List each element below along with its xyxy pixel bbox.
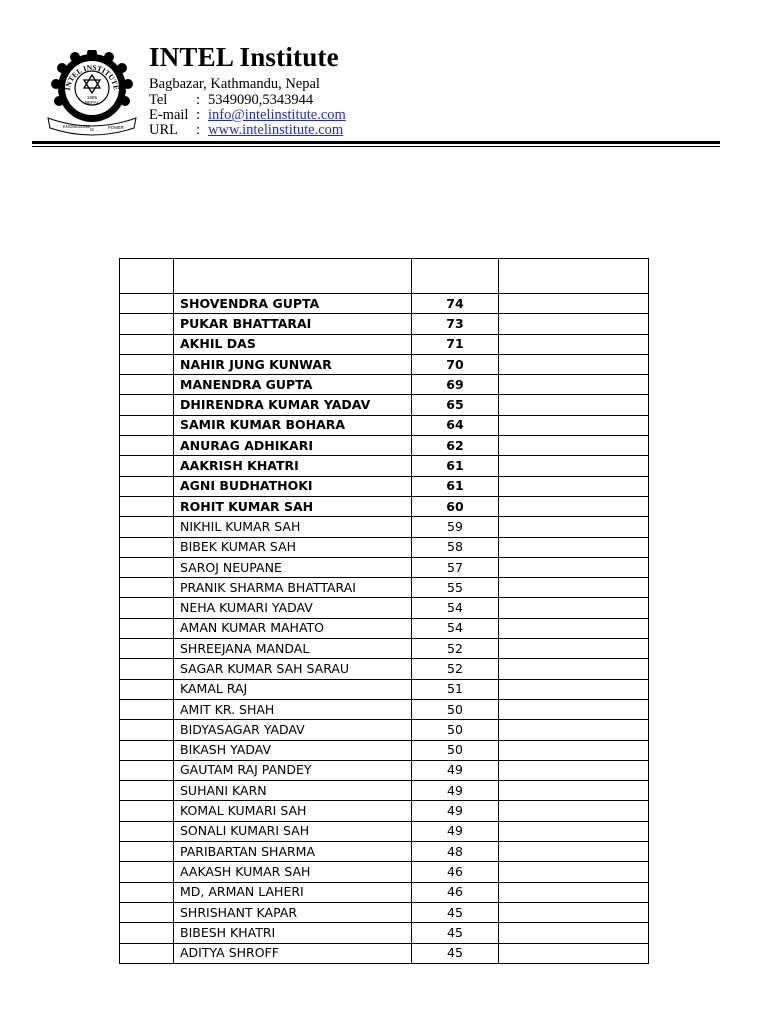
marks-cell: 70 xyxy=(412,354,499,374)
marks-cell: 51 xyxy=(412,679,499,699)
remarks-cell xyxy=(499,639,649,659)
email-link[interactable]: info@intelinstitute.com xyxy=(208,107,346,123)
marks-cell: 59 xyxy=(412,517,499,537)
logo-motto-knowledge: KNOWLEDGE xyxy=(63,124,91,129)
table-row xyxy=(120,882,649,902)
student-name-cell: ANURAG ADHIKARI xyxy=(174,436,412,456)
remarks-cell xyxy=(499,395,649,415)
marks-cell: 54 xyxy=(412,618,499,638)
student-name-cell: AMIT KR. SHAH xyxy=(174,699,412,719)
remarks-cell xyxy=(499,740,649,760)
table-row xyxy=(120,557,649,577)
student-name-cell: NEHA KUMARI YADAV xyxy=(174,598,412,618)
remarks-cell xyxy=(499,882,649,902)
student-name-cell: MANENDRA GUPTA xyxy=(174,375,412,395)
header-rule-thick xyxy=(32,141,720,144)
serial-cell xyxy=(120,557,174,577)
institute-name: INTEL Institute xyxy=(149,42,339,72)
marks-cell: 50 xyxy=(412,720,499,740)
remarks-cell xyxy=(499,679,649,699)
student-name-cell: DHIRENDRA KUMAR YADAV xyxy=(174,395,412,415)
remarks-cell xyxy=(499,618,649,638)
serial-cell xyxy=(120,781,174,801)
remarks-cell xyxy=(499,598,649,618)
header-cell xyxy=(120,259,174,294)
student-name-cell: AAKASH KUMAR SAH xyxy=(174,862,412,882)
marks-cell: 52 xyxy=(412,639,499,659)
marks-cell: 46 xyxy=(412,882,499,902)
table-row xyxy=(120,517,649,537)
table-row xyxy=(120,436,649,456)
website-link[interactable]: www.intelinstitute.com xyxy=(208,122,344,138)
table-row xyxy=(120,476,649,496)
table-row xyxy=(120,395,649,415)
table-row xyxy=(120,781,649,801)
table-row xyxy=(120,314,649,334)
table-row xyxy=(120,862,649,882)
table-row xyxy=(120,496,649,516)
logo-country: NEPAL xyxy=(84,100,100,105)
student-name-cell: NAHIR JUNG KUNWAR xyxy=(174,354,412,374)
marks-cell: 64 xyxy=(412,415,499,435)
table-row xyxy=(120,842,649,862)
serial-cell xyxy=(120,720,174,740)
marks-cell: 46 xyxy=(412,862,499,882)
remarks-cell xyxy=(499,943,649,963)
student-name-cell: NIKHIL KUMAR SAH xyxy=(174,517,412,537)
remarks-cell xyxy=(499,294,649,314)
serial-cell xyxy=(120,354,174,374)
marks-cell: 45 xyxy=(412,923,499,943)
serial-cell xyxy=(120,537,174,557)
logo-motto-power: POWER xyxy=(108,125,124,130)
table-row xyxy=(120,801,649,821)
table-row xyxy=(120,679,649,699)
table-row xyxy=(120,334,649,354)
marks-cell: 55 xyxy=(412,578,499,598)
table-row xyxy=(120,598,649,618)
table-row xyxy=(120,294,649,314)
remarks-cell xyxy=(499,537,649,557)
student-name-cell: AMAN KUMAR MAHATO xyxy=(174,618,412,638)
marks-cell: 71 xyxy=(412,334,499,354)
student-name-cell: AAKRISH KHATRI xyxy=(174,456,412,476)
marks-cell: 61 xyxy=(412,476,499,496)
institute-logo xyxy=(46,50,138,136)
table-header-row xyxy=(120,259,649,294)
email-line: E-mail : info@intelinstitute.com xyxy=(149,107,346,123)
remarks-cell xyxy=(499,456,649,476)
student-name-cell: SUHANI KARN xyxy=(174,781,412,801)
serial-cell xyxy=(120,923,174,943)
remarks-cell xyxy=(499,496,649,516)
student-name-cell: GAUTAM RAJ PANDEY xyxy=(174,760,412,780)
student-name-cell: BIBEK KUMAR SAH xyxy=(174,537,412,557)
letterhead xyxy=(0,0,768,150)
student-name-cell: SHREEJANA MANDAL xyxy=(174,639,412,659)
marks-cell: 49 xyxy=(412,801,499,821)
marks-cell: 49 xyxy=(412,821,499,841)
serial-cell xyxy=(120,943,174,963)
serial-cell xyxy=(120,842,174,862)
tel-line: Tel : 5349090,5343944 xyxy=(149,92,314,108)
marks-cell: 61 xyxy=(412,456,499,476)
marks-cell: 54 xyxy=(412,598,499,618)
remarks-cell xyxy=(499,517,649,537)
marks-cell: 50 xyxy=(412,699,499,719)
marks-cell: 52 xyxy=(412,659,499,679)
serial-cell xyxy=(120,659,174,679)
table-row xyxy=(120,821,649,841)
marks-cell: 45 xyxy=(412,902,499,922)
remarks-cell xyxy=(499,781,649,801)
serial-cell xyxy=(120,862,174,882)
remarks-cell xyxy=(499,314,649,334)
remarks-cell xyxy=(499,415,649,435)
table-row xyxy=(120,740,649,760)
marks-cell: 45 xyxy=(412,943,499,963)
serial-cell xyxy=(120,334,174,354)
table-row xyxy=(120,639,649,659)
serial-cell xyxy=(120,517,174,537)
logo-year: 1995 xyxy=(86,95,98,100)
serial-cell xyxy=(120,902,174,922)
logo-ring-text: INTEL INSTITUTE xyxy=(63,62,121,91)
serial-cell xyxy=(120,578,174,598)
remarks-cell xyxy=(499,436,649,456)
tel-label: Tel xyxy=(149,92,168,108)
remarks-cell xyxy=(499,821,649,841)
serial-cell xyxy=(120,598,174,618)
marks-cell: 69 xyxy=(412,375,499,395)
header-rule-thin xyxy=(32,146,720,147)
student-name-cell: BIBESH KHATRI xyxy=(174,923,412,943)
remarks-cell xyxy=(499,659,649,679)
remarks-cell xyxy=(499,902,649,922)
student-name-cell: PARIBARTAN SHARMA xyxy=(174,842,412,862)
marks-cell: 49 xyxy=(412,760,499,780)
remarks-cell xyxy=(499,578,649,598)
remarks-cell xyxy=(499,720,649,740)
marks-cell: 58 xyxy=(412,537,499,557)
serial-cell xyxy=(120,760,174,780)
table-row xyxy=(120,578,649,598)
serial-cell xyxy=(120,699,174,719)
student-name-cell: SAROJ NEUPANE xyxy=(174,557,412,577)
serial-cell xyxy=(120,801,174,821)
serial-cell xyxy=(120,436,174,456)
table-row xyxy=(120,659,649,679)
header-cell xyxy=(412,259,499,294)
serial-cell xyxy=(120,618,174,638)
marks-cell: 62 xyxy=(412,436,499,456)
table-row xyxy=(120,699,649,719)
serial-cell xyxy=(120,375,174,395)
student-name-cell: ROHIT KUMAR SAH xyxy=(174,496,412,516)
table-row xyxy=(120,618,649,638)
serial-cell xyxy=(120,314,174,334)
tel-value: 5349090,5343944 xyxy=(208,92,314,108)
url-line: URL : www.intelinstitute.com xyxy=(149,122,344,138)
student-name-cell: PRANIK SHARMA BHATTARAI xyxy=(174,578,412,598)
table-row xyxy=(120,943,649,963)
student-name-cell: MD, ARMAN LAHERI xyxy=(174,882,412,902)
marks-cell: 57 xyxy=(412,557,499,577)
remarks-cell xyxy=(499,476,649,496)
student-name-cell: SONALI KUMARI SAH xyxy=(174,821,412,841)
marks-cell: 65 xyxy=(412,395,499,415)
table-row xyxy=(120,537,649,557)
address: Bagbazar, Kathmandu, Nepal xyxy=(149,76,320,92)
serial-cell xyxy=(120,415,174,435)
serial-cell xyxy=(120,679,174,699)
marks-cell: 73 xyxy=(412,314,499,334)
remarks-cell xyxy=(499,354,649,374)
logo-seal xyxy=(48,50,136,135)
remarks-cell xyxy=(499,842,649,862)
student-name-cell: KAMAL RAJ xyxy=(174,679,412,699)
serial-cell xyxy=(120,294,174,314)
header-cell xyxy=(174,259,412,294)
url-label: URL xyxy=(149,122,178,138)
student-name-cell: SAGAR KUMAR SAH SARAU xyxy=(174,659,412,679)
student-name-cell: SHOVENDRA GUPTA xyxy=(174,294,412,314)
remarks-cell xyxy=(499,862,649,882)
student-name-cell: AGNI BUDHATHOKI xyxy=(174,476,412,496)
student-name-cell: BIDYASAGAR YADAV xyxy=(174,720,412,740)
remarks-cell xyxy=(499,923,649,943)
student-name-cell: AKHIL DAS xyxy=(174,334,412,354)
serial-cell xyxy=(120,821,174,841)
serial-cell xyxy=(120,639,174,659)
student-name-cell: BIKASH YADAV xyxy=(174,740,412,760)
table-row xyxy=(120,375,649,395)
table-row xyxy=(120,354,649,374)
marks-cell: 48 xyxy=(412,842,499,862)
remarks-cell xyxy=(499,699,649,719)
logo-motto-is: IS xyxy=(90,127,94,132)
table-row xyxy=(120,902,649,922)
table-row xyxy=(120,760,649,780)
serial-cell xyxy=(120,496,174,516)
results-table xyxy=(119,258,649,964)
table-row xyxy=(120,456,649,476)
header-cell xyxy=(499,259,649,294)
serial-cell xyxy=(120,395,174,415)
remarks-cell xyxy=(499,557,649,577)
marks-cell: 50 xyxy=(412,740,499,760)
student-name-cell: ADITYA SHROFF xyxy=(174,943,412,963)
marks-cell: 60 xyxy=(412,496,499,516)
table-row xyxy=(120,720,649,740)
remarks-cell xyxy=(499,334,649,354)
student-name-cell: SAMIR KUMAR BOHARA xyxy=(174,415,412,435)
serial-cell xyxy=(120,476,174,496)
serial-cell xyxy=(120,740,174,760)
serial-cell xyxy=(120,456,174,476)
table-row xyxy=(120,415,649,435)
table-row xyxy=(120,923,649,943)
remarks-cell xyxy=(499,801,649,821)
remarks-cell xyxy=(499,375,649,395)
serial-cell xyxy=(120,882,174,902)
student-name-cell: SHRISHANT KAPAR xyxy=(174,902,412,922)
email-label: E-mail xyxy=(149,107,189,123)
marks-cell: 49 xyxy=(412,781,499,801)
marks-cell: 74 xyxy=(412,294,499,314)
student-name-cell: PUKAR BHATTARAI xyxy=(174,314,412,334)
student-name-cell: KOMAL KUMARI SAH xyxy=(174,801,412,821)
remarks-cell xyxy=(499,760,649,780)
